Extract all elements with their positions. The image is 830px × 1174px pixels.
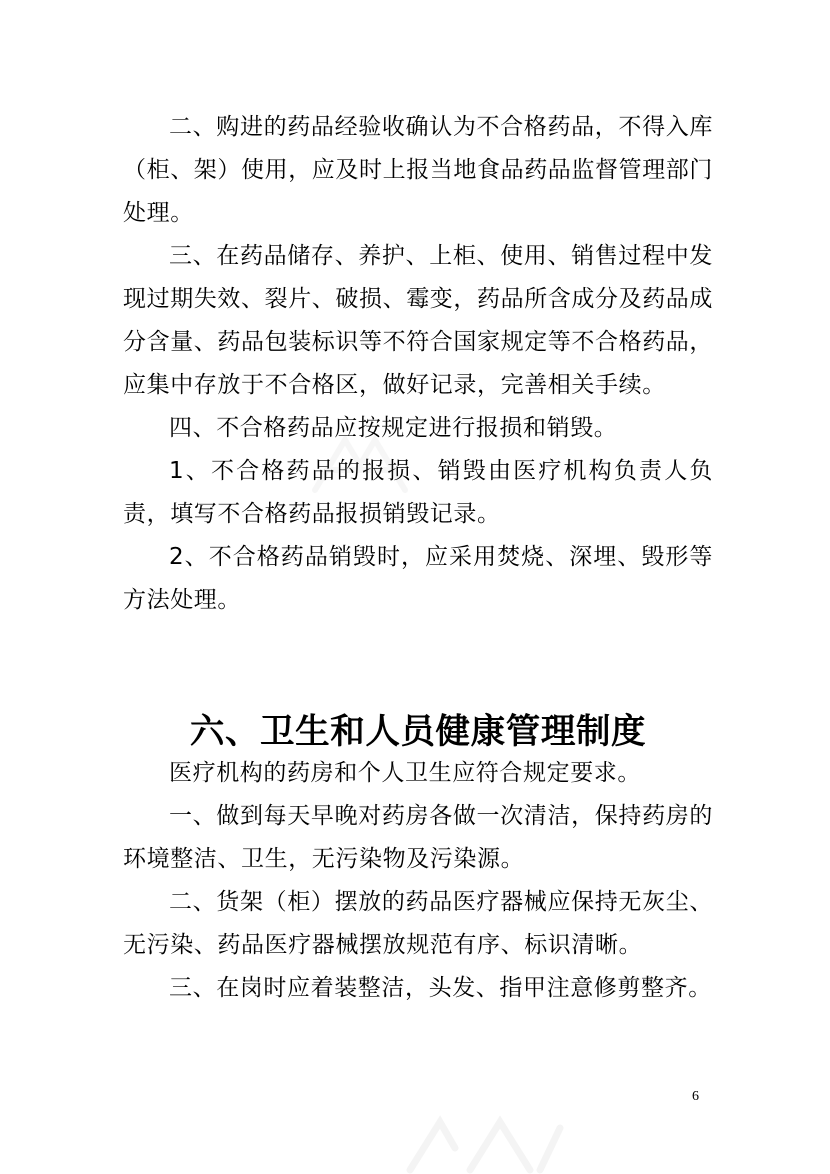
text-block-part2 — [123, 713, 713, 1010]
paragraph-damage-report-responsibility: 1、不合格药品的报损、销毁由医疗机构负责人负责，填写不合格药品报损销毁记录。 — [123, 458, 713, 527]
page-number: 6 — [692, 1089, 699, 1104]
watermark-mark-bottom — [400, 1108, 570, 1174]
section-title: 六、卫生和人员健康管理制度 — [189, 712, 647, 752]
paragraph-hygiene-requirement: 医疗机构的药房和个人卫生应符合规定要求。 — [169, 760, 641, 786]
paragraph-damage-report-rule: 四、不合格药品应按规定进行报损和销毁。 — [169, 415, 618, 441]
paragraph-shelf-arrangement: 二、货架（柜）摆放的药品医疗器械应保持无灰尘、无污染、药品医疗器械摆放规范有序、标识清晰。 — [123, 889, 713, 958]
paragraph-destruction-method: 2、不合格药品销毁时，应采用焚烧、深埋、毁形等方法处理。 — [123, 544, 713, 613]
paragraph-unqualified-storage: 三、在药品储存、养护、上柜、使用、销售过程中发现过期失效、裂片、破损、霉变，药品所含成分及药品成分含量、药品包装标识等不符合国家规定等不合格药品，应集中存放于不合格区，做好记录，完善相关手续。 — [123, 243, 713, 398]
paragraph-staff-appearance: 三、在岗时应着装整洁，头发、指甲注意修剪整齐。 — [169, 975, 712, 1001]
paragraph-daily-cleaning: 一、做到每天早晚对药房各做一次清洁，保持药房的环境整洁、卫生，无污染物及污染源。 — [123, 803, 713, 872]
text-block-part1 — [123, 106, 713, 622]
paragraph-unqualified-receiving: 二、购进的药品经验收确认为不合格药品，不得入库（柜、架）使用，应及时上报当地食品药品监督管理部门处理。 — [123, 114, 713, 226]
